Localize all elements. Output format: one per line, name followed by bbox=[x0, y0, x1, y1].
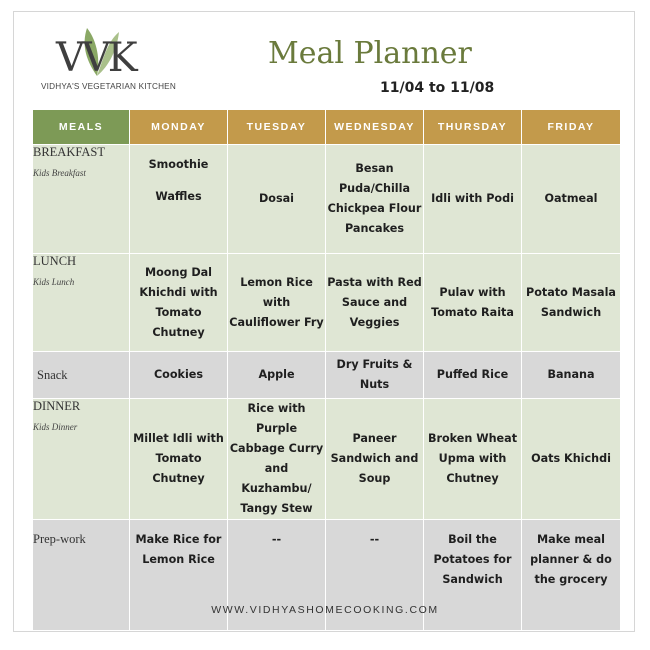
header-tuesday: TUESDAY bbox=[228, 110, 326, 145]
cell-breakfast-friday: Oatmeal bbox=[522, 145, 621, 254]
row-label-text: Snack bbox=[37, 367, 68, 382]
cell-lunch-friday: Potato Masala Sandwich bbox=[522, 254, 621, 352]
cell-breakfast-thursday: Idli with Podi bbox=[424, 145, 522, 254]
cell-snack-monday: Cookies bbox=[130, 352, 228, 399]
cell-lunch-tuesday: Lemon Rice with Cauliflower Fry bbox=[228, 254, 326, 352]
table-row-lunch bbox=[33, 254, 621, 352]
cell-prep-wednesday: -- bbox=[326, 520, 424, 631]
row-sublabel: Kids Lunch bbox=[33, 277, 75, 287]
logo-subtitle: VIDHYA'S VEGETARIAN KITCHEN bbox=[41, 82, 176, 91]
header-thursday: THURSDAY bbox=[424, 110, 522, 145]
cell-dinner-thursday: Broken Wheat Upma with Chutney bbox=[424, 399, 522, 520]
cell-breakfast-wednesday: Besan Puda/Chilla Chickpea Flour Pancakes bbox=[326, 145, 424, 254]
meal-text: Waffles bbox=[155, 190, 202, 203]
row-sublabel: Kids Breakfast bbox=[33, 168, 86, 178]
cell-prep-tuesday: -- bbox=[228, 520, 326, 631]
cell-dinner-wednesday: Paneer Sandwich and Soup bbox=[326, 399, 424, 520]
cell-snack-thursday: Puffed Rice bbox=[424, 352, 522, 399]
date-range: 11/04 to 11/08 bbox=[380, 80, 495, 96]
cell-prep-friday: Make meal planner & do the grocery bbox=[522, 520, 621, 631]
table-row-snack bbox=[33, 352, 621, 399]
header-row bbox=[33, 110, 621, 145]
header-monday: MONDAY bbox=[130, 110, 228, 145]
row-label-snack bbox=[33, 352, 130, 399]
cell-snack-tuesday: Apple bbox=[228, 352, 326, 399]
cell-breakfast-tuesday: Dosai bbox=[228, 145, 326, 254]
row-label-text: DINNER bbox=[33, 399, 81, 413]
cell-snack-friday: Banana bbox=[522, 352, 621, 399]
cell-lunch-thursday: Pulav with Tomato Raita bbox=[424, 254, 522, 352]
row-sublabel: Kids Dinner bbox=[33, 422, 78, 432]
cell-breakfast-monday bbox=[130, 145, 228, 254]
cell-dinner-monday: Millet Idli with Tomato Chutney bbox=[130, 399, 228, 520]
header-meals: MEALS bbox=[33, 110, 130, 145]
row-label-text: LUNCH bbox=[33, 254, 77, 268]
row-label-lunch bbox=[33, 254, 130, 352]
cell-lunch-wednesday: Pasta with Red Sauce and Veggies bbox=[326, 254, 424, 352]
table-row-breakfast bbox=[33, 145, 621, 254]
header-friday: FRIDAY bbox=[522, 110, 621, 145]
cell-snack-wednesday: Dry Fruits & Nuts bbox=[326, 352, 424, 399]
row-label-dinner bbox=[33, 399, 130, 520]
cell-prep-monday: Make Rice for Lemon Rice bbox=[130, 520, 228, 631]
row-label-text: Prep-work bbox=[33, 532, 86, 546]
page-title: Meal Planner bbox=[268, 36, 472, 71]
cell-lunch-monday: Moong Dal Khichdi with Tomato Chutney bbox=[130, 254, 228, 352]
website-footer: WWW.VIDHYASHOMECOOKING.COM bbox=[211, 604, 439, 616]
row-label-breakfast bbox=[33, 145, 130, 254]
logo bbox=[33, 22, 176, 102]
meal-text: Smoothie bbox=[148, 158, 209, 171]
logo-text: VVK bbox=[56, 35, 135, 81]
meal-planner-table bbox=[32, 109, 621, 631]
cell-dinner-tuesday: Rice with Purple Cabbage Curry and Kuzhambu/ Tangy Stew bbox=[228, 399, 326, 520]
cell-prep-thursday: Boil the Potatoes for Sandwich bbox=[424, 520, 522, 631]
table-row-dinner bbox=[33, 399, 621, 520]
cell-dinner-friday: Oats Khichdi bbox=[522, 399, 621, 520]
row-label-text: BREAKFAST bbox=[33, 145, 106, 159]
header-wednesday: WEDNESDAY bbox=[326, 110, 424, 145]
